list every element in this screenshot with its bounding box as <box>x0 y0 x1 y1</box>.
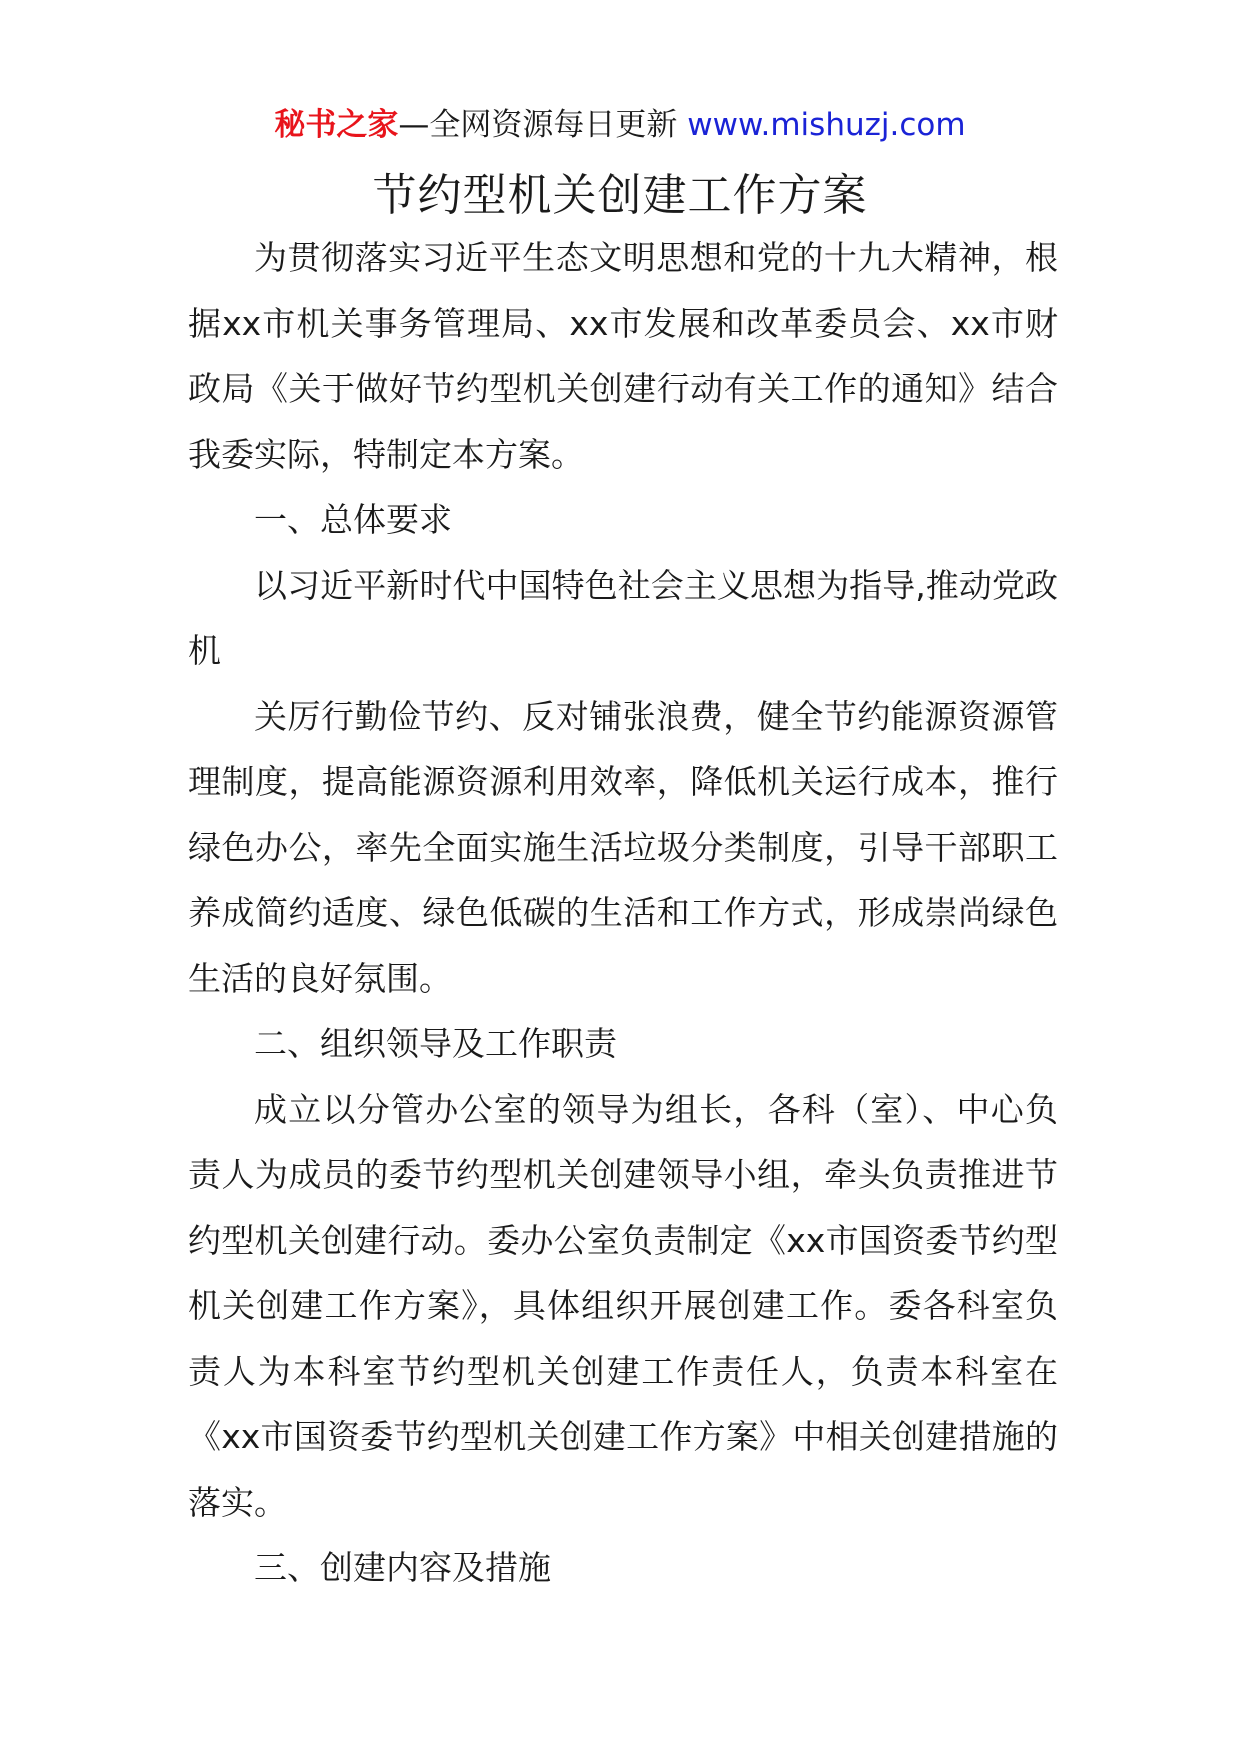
brand-name: 秘书之家 <box>274 107 399 143</box>
document-body <box>188 225 1058 1601</box>
header-slogan: —全网资源每日更新 <box>398 107 678 143</box>
paragraph-organization: 成立以分管办公室的领导为组长，各科（室）、中心负责人为成员的委节约型机关创建领导小组，牵头负责推进节约型机关创建行动。委办公室负责制定《xx市国资委节约型机关创建工作方案》，具体组织开展创建工作。委各科室负责人为本科室节约型机关创建工作责任人，负责本科室在《xx市国资委节约型机关创建工作方案》中相关创建措施的落实。 <box>188 1089 1058 1522</box>
section-heading-1: 一、总体要求 <box>254 500 452 539</box>
watermark-header <box>0 100 1240 150</box>
document-title: 节约型机关创建工作方案 <box>372 170 868 221</box>
site-url[interactable]: www.mishuzj.com <box>687 107 966 143</box>
section-heading-2: 二、组织领导及工作职责 <box>254 1024 617 1063</box>
section-heading-3: 三、创建内容及措施 <box>254 1548 551 1587</box>
paragraph-goals: 关厉行勤俭节约、反对铺张浪费，健全节约能源资源管理制度，提高能源资源利用效率，降低机关运行成本，推行绿色办公，率先全面实施生活垃圾分类制度，引导干部职工养成简约适度、绿色低碳的生活和工作方式，形成崇尚绿色生活的良好氛围。 <box>188 696 1058 998</box>
intro-paragraph: 为贯彻落实习近平生态文明思想和党的十九大精神，根据xx市机关事务管理局、xx市发展和改革委员会、xx市财政局《关于做好节约型机关创建行动有关工作的通知》结合我委实际，特制定本方案。 <box>188 238 1058 474</box>
paragraph-guideline: 以习近平新时代中国特色社会主义思想为指导,推动党政机 <box>188 565 1058 670</box>
